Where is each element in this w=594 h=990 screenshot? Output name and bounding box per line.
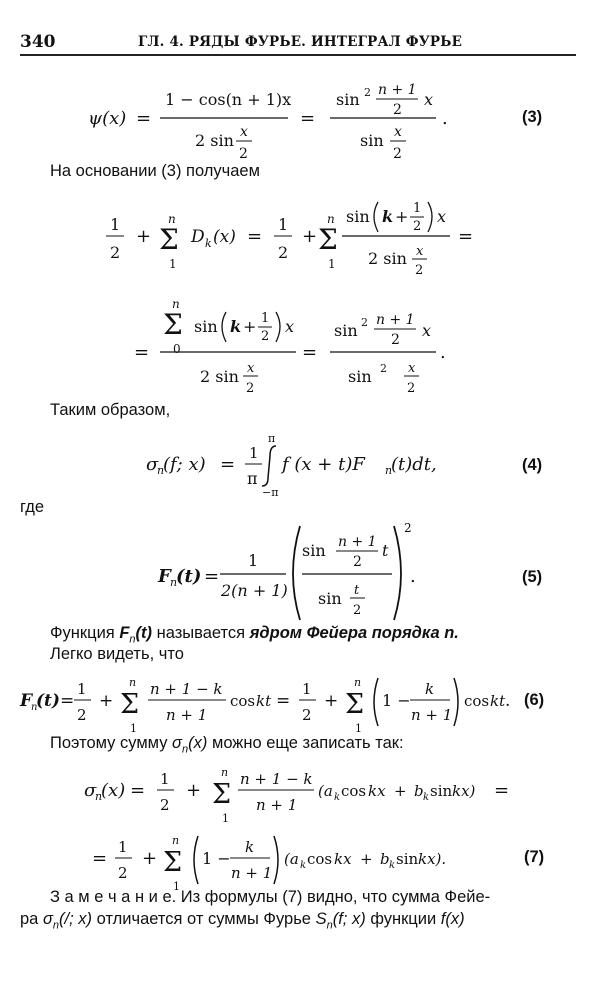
half-x-num: x	[416, 244, 424, 259]
one-minus: 1 −	[202, 849, 231, 868]
plus-sign: +	[324, 691, 339, 711]
n-plus-1: n + 1	[376, 312, 415, 328]
cos-label: cos	[464, 692, 490, 710]
right-paren	[454, 678, 458, 726]
upper-limit: n	[172, 834, 180, 847]
equals-sign: =	[220, 454, 236, 475]
numerator: n + 1 − k	[150, 680, 223, 698]
upper-limit: n	[354, 676, 362, 689]
x-var: x	[424, 90, 434, 109]
one: 1	[249, 444, 259, 462]
equals-sign: =	[458, 226, 474, 247]
plus-sign: +	[142, 848, 158, 869]
sin-label: sin	[334, 321, 358, 340]
lower-limit: 0	[173, 342, 181, 356]
sin-label: sin	[194, 317, 218, 336]
one: 1	[413, 201, 422, 216]
paragraph-fejer-kernel: Функция $F_n(t)$ называется ядром Фейера порядка n.	[50, 624, 459, 646]
sin-label: sin	[336, 90, 360, 109]
x-var: x	[422, 321, 432, 340]
x-var: x	[285, 317, 295, 336]
one: 1	[160, 770, 170, 788]
n-plus-1: n + 1	[338, 534, 377, 550]
equation-sum-fejer	[0, 296, 594, 406]
half-x-num: x	[247, 361, 255, 376]
equals-sign: =	[276, 691, 291, 711]
two: 2	[118, 864, 128, 882]
paragraph-remark: З а м е ч а н и е. Из формулы (7) видно, что сумма Фейе-	[50, 888, 491, 906]
kt-var: kt	[490, 692, 506, 710]
right-paren	[394, 526, 401, 620]
paragraph-sigma-rewrite: Поэтому сумму $\sigma_n(x)$ можно еще записать так:	[50, 734, 404, 756]
two: 2	[278, 243, 289, 262]
b-coef: b	[380, 850, 390, 868]
equation-3	[0, 72, 594, 172]
b-coef: b	[414, 782, 424, 800]
left-paren	[374, 678, 378, 726]
lower-limit: 1	[169, 257, 177, 271]
sin-label: sin	[318, 589, 342, 608]
right-paren	[276, 312, 280, 342]
equals-sign: =	[136, 108, 152, 129]
denominator-sin: 2 sin	[368, 249, 407, 268]
sum-sign: Σ	[159, 223, 179, 256]
x-arg: (x)	[213, 227, 236, 247]
equation-5	[0, 520, 594, 630]
plus-sign: +	[186, 780, 202, 801]
equals-sign: =	[60, 691, 75, 711]
equation-number-4: (4)	[522, 456, 543, 474]
cos-label: cos	[341, 782, 367, 800]
sum-sign: Σ	[163, 847, 183, 878]
cos-label: cos	[307, 850, 333, 868]
equals-sign: =	[302, 342, 318, 363]
left-paren	[194, 836, 198, 884]
equals-sign: =	[204, 566, 220, 587]
kx-close: kx)	[452, 782, 476, 800]
paragraph-text: Легко видеть, что	[50, 645, 184, 663]
two: 2	[353, 554, 362, 570]
two: 2	[261, 329, 270, 344]
cos-label: cos	[230, 692, 256, 710]
n-subscript: n	[157, 464, 165, 477]
equation-6	[0, 668, 594, 738]
plus-sign: +	[243, 317, 257, 336]
t-dt: (t)dt,	[391, 454, 437, 475]
sum-sign: Σ	[345, 689, 365, 720]
integral-sign	[262, 446, 276, 486]
k-var: k	[230, 317, 242, 336]
n-subscript: n	[95, 790, 103, 803]
n-plus-1: n + 1	[378, 82, 417, 98]
plus-sign: +	[360, 850, 373, 868]
kx-close: kx).	[418, 850, 447, 868]
k-subscript: k	[389, 860, 396, 871]
denominator: n + 1	[166, 706, 208, 724]
running-title: ГЛ. 4. РЯДЫ ФУРЬЕ. ИНТЕГРАЛ ФУРЬЕ	[138, 34, 463, 50]
sin-label: sin	[302, 541, 326, 560]
square-exp: 2	[364, 86, 371, 99]
lower-limit: 1	[355, 722, 362, 735]
upper-limit: n	[172, 297, 180, 311]
plus-sign: +	[302, 226, 318, 247]
kt-var: kt	[256, 692, 272, 710]
k-var: k	[425, 680, 435, 698]
sin-label: sin	[348, 367, 372, 386]
plus-sign: +	[394, 782, 407, 800]
f-x-args: (f; x)	[163, 454, 206, 475]
equation-number-3: (3)	[522, 108, 543, 126]
denominator-sin: 2 sin	[200, 367, 239, 386]
plus-sign: +	[136, 226, 152, 247]
kx-var: kx	[368, 782, 386, 800]
lower-limit: 1	[130, 722, 137, 735]
k-var: k	[382, 207, 394, 226]
t-var: t	[382, 541, 389, 560]
denominator-sin: 2 sin	[195, 131, 234, 150]
n-subscript: n	[385, 464, 393, 477]
half-x-num: x	[394, 124, 402, 140]
sin-label: sin	[430, 782, 453, 800]
F-symbol: F	[20, 691, 33, 711]
equation-7-line-2	[0, 826, 594, 896]
equals-sign: =	[92, 848, 108, 869]
plus-sign: +	[99, 691, 114, 711]
k-subscript: k	[300, 860, 307, 871]
half-t-den: 2	[353, 603, 362, 618]
upper-limit: n	[129, 676, 137, 689]
sum-sign: Σ	[120, 689, 140, 720]
equals-sign: =	[300, 108, 316, 129]
denominator: n + 1	[411, 706, 453, 724]
lower-limit: 1	[173, 880, 180, 893]
period: .	[440, 342, 446, 363]
half-x-den: 2	[246, 381, 255, 396]
one-minus: 1 −	[382, 691, 411, 710]
period: .	[410, 566, 416, 587]
two: 2	[302, 706, 312, 724]
k-subscript: k	[205, 237, 212, 250]
k-var: k	[245, 838, 255, 856]
one: 1	[302, 680, 312, 698]
square-exp: 2	[361, 316, 368, 329]
numerator: 1 − cos(n + 1)x	[165, 90, 292, 109]
equals-sign: =	[134, 342, 150, 363]
t-arg: (t)	[36, 691, 60, 711]
integrand: f (x + t)F	[282, 454, 365, 475]
left-paren	[374, 202, 378, 232]
half-x-den: 2	[407, 381, 416, 396]
two: 2	[393, 102, 402, 118]
equation-number-7: (7)	[524, 848, 545, 866]
x-var: x	[437, 207, 447, 226]
equation-sum-dirichlet	[0, 196, 594, 296]
paragraph-text: Таким образом,	[50, 401, 171, 419]
two: 2	[110, 243, 121, 262]
two: 2	[391, 332, 400, 348]
one: 1	[110, 215, 121, 234]
left-paren	[293, 526, 300, 620]
paragraph-remark-cont: ра $\sigma_n(/$; x) отличается от суммы Фурье $S_n(f$; x) функции f(x)	[20, 910, 465, 932]
numerator: n + 1 − k	[240, 770, 313, 788]
upper-limit: n	[221, 766, 229, 779]
sigma-n: σ	[146, 454, 159, 475]
left-paren	[222, 312, 226, 342]
upper-limit: π	[268, 432, 276, 445]
a-coef: (a	[318, 782, 333, 800]
lower-limit: 1	[328, 257, 336, 271]
sum-sign: Σ	[318, 223, 338, 256]
one: 1	[261, 311, 270, 326]
two-n-plus-1: 2(n + 1)	[221, 581, 288, 600]
half-x-den: 2	[415, 263, 424, 278]
kx-var: kx	[334, 850, 352, 868]
right-paren	[274, 836, 278, 884]
one: 1	[248, 551, 259, 570]
D-symbol: D	[191, 227, 205, 247]
sin-label: sin	[360, 131, 384, 150]
sin-label: sin	[396, 850, 419, 868]
period: .	[442, 108, 448, 129]
half-x-den: 2	[393, 146, 402, 162]
n-subscript: n	[31, 702, 38, 713]
half-t-num: t	[354, 583, 360, 598]
equals-sign: =	[494, 780, 510, 801]
period: .	[505, 691, 511, 711]
plus-sign: +	[395, 207, 409, 226]
equals-sign: =	[130, 780, 146, 801]
n-subscript: n	[170, 576, 178, 589]
t-arg: (t)	[176, 566, 202, 587]
square-exp: 2	[404, 521, 412, 535]
one: 1	[77, 680, 87, 698]
equation-number-6: (6)	[524, 691, 545, 709]
sum-sign: Σ	[163, 308, 183, 341]
sin-label: sin	[346, 207, 370, 226]
header-rule	[20, 54, 576, 56]
denominator: n + 1	[231, 864, 273, 882]
denominator: n + 1	[256, 796, 298, 814]
half-x-den: 2	[239, 146, 248, 162]
square-exp: 2	[380, 362, 387, 375]
right-paren	[428, 202, 432, 232]
k-subscript: k	[423, 792, 430, 803]
two: 2	[413, 219, 422, 234]
equals-sign: =	[247, 226, 263, 247]
equation-number-5: (5)	[522, 568, 543, 586]
lower-limit: −π	[262, 486, 279, 499]
sigma-n: σ	[84, 780, 97, 801]
upper-limit: n	[168, 212, 176, 226]
F-symbol: F	[158, 566, 171, 587]
paragraph-text: На основании (3) получаем	[50, 162, 260, 180]
page-number: 340	[20, 32, 56, 52]
equation-7-line-1	[0, 758, 594, 828]
a-coef: (a	[284, 850, 299, 868]
half-x-num: x	[240, 124, 248, 140]
sum-sign: Σ	[212, 779, 232, 810]
two: 2	[77, 706, 87, 724]
two: 2	[160, 796, 170, 814]
half-x-num: x	[408, 361, 416, 376]
one: 1	[278, 215, 289, 234]
upper-limit: n	[327, 212, 335, 226]
equation-4	[0, 428, 594, 498]
lower-limit: 1	[222, 812, 229, 825]
k-subscript: k	[334, 792, 341, 803]
one: 1	[118, 838, 128, 856]
psi-x: ψ(x)	[88, 108, 127, 129]
x-arg: (x)	[101, 780, 126, 801]
paragraph-text: где	[20, 498, 45, 516]
pi: π	[247, 469, 258, 488]
